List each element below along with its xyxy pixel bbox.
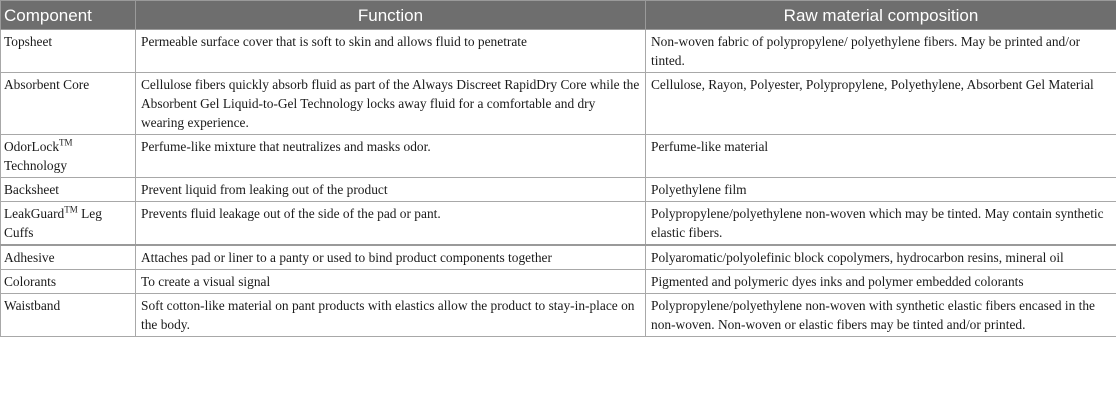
cell-component [1,135,136,178]
cell-function: Perfume-like mixture that neutralizes and masks odor. [136,135,646,178]
cell-function: To create a visual signal [136,270,646,294]
cell-component: Topsheet [1,30,136,73]
table-row [1,73,1116,135]
table-row [1,202,1116,246]
cell-component [1,202,136,246]
cell-component: Colorants [1,270,136,294]
component-name-rest: Technology [4,158,68,173]
header-raw-material: Raw material composition [646,1,1116,30]
cell-function: Prevent liquid from leaking out of the product [136,178,646,202]
cell-raw-material: Polyethylene film [646,178,1116,202]
table-row [1,30,1116,73]
trademark-mark: TM [64,204,78,215]
header-component: Component [1,1,136,30]
cell-component: Waistband [1,294,136,337]
cell-raw-material: Polypropylene/polyethylene non-woven with synthetic elastic fibers encased in the non-woven. Non-woven or elastic fibers may be tinted and/or printed. [646,294,1116,337]
cell-raw-material: Non-woven fabric of polypropylene/ polyethylene fibers. May be printed and/or tinted. [646,30,1116,73]
cell-function: Attaches pad or liner to a panty or used to bind product components together [136,245,646,270]
cell-raw-material: Polyaromatic/polyolefinic block copolymers, hydrocarbon resins, mineral oil [646,245,1116,270]
cell-raw-material: Polypropylene/polyethylene non-woven which may be tinted. May contain synthetic elastic fibers. [646,202,1116,246]
cell-raw-material: Pigmented and polymeric dyes inks and polymer embedded colorants [646,270,1116,294]
table-row [1,135,1116,178]
cell-function: Soft cotton-like material on pant products with elastics allow the product to stay-in-place on the body. [136,294,646,337]
cell-raw-material: Cellulose, Rayon, Polyester, Polypropylene, Polyethylene, Absorbent Gel Material [646,73,1116,135]
cell-component: Adhesive [1,245,136,270]
table-header [1,1,1116,30]
table-body [1,30,1116,337]
trademark-mark: TM [59,137,73,148]
component-name-rest: Leg Cuffs [4,206,102,240]
component-name: LeakGuard [4,206,65,221]
cell-raw-material: Perfume-like material [646,135,1116,178]
table-row [1,270,1116,294]
cell-function: Prevents fluid leakage out of the side of the pad or pant. [136,202,646,246]
header-row [1,1,1116,30]
component-name: OdorLock [4,139,60,154]
table-row [1,294,1116,337]
header-function: Function [136,1,646,30]
cell-function: Cellulose fibers quickly absorb fluid as part of the Always Discreet RapidDry Core while the Absorbent Gel Liquid-to-Gel Technology locks away fluid for a comfortable and dry wearing experience. [136,73,646,135]
cell-function: Permeable surface cover that is soft to skin and allows fluid to penetrate [136,30,646,73]
cell-component: Absorbent Core [1,73,136,135]
cell-component: Backsheet [1,178,136,202]
table-row [1,178,1116,202]
table-row [1,245,1116,270]
